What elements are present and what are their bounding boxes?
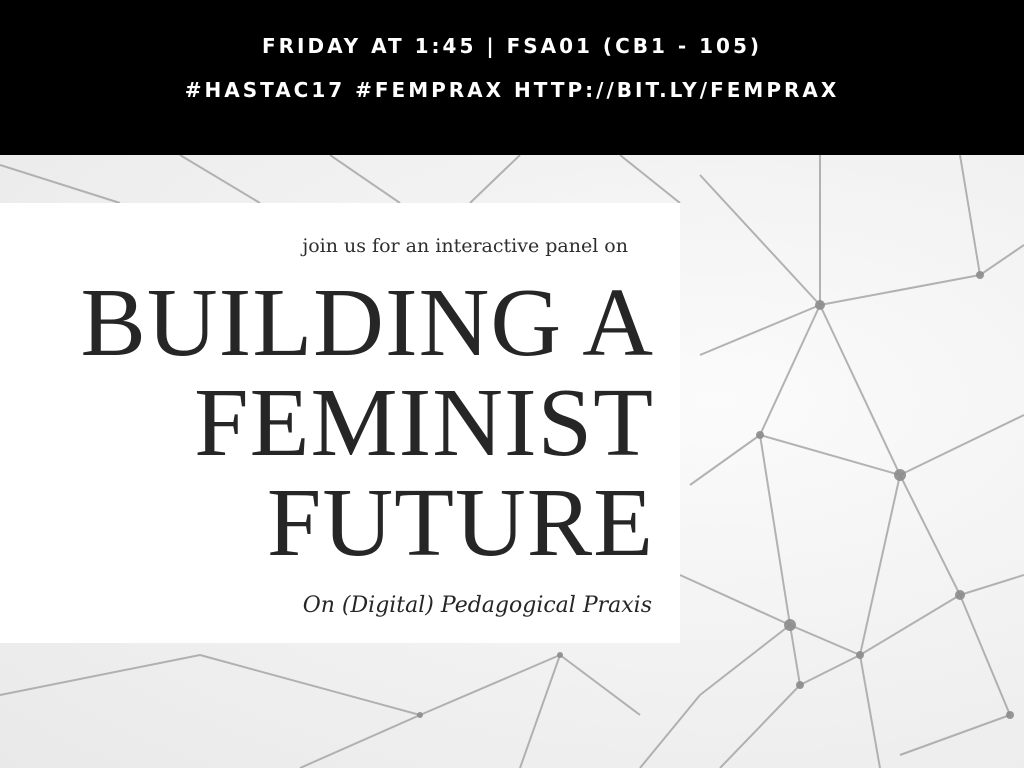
event-info-banner <box>0 0 1024 155</box>
panel-intro-text: join us for an interactive panel on <box>302 235 628 257</box>
panel-title-line: BUILDING A <box>80 269 654 377</box>
title-card <box>0 203 680 643</box>
event-hashtags-link: #HASTAC17 #FEMPRAX HTTP://BIT.LY/FEMPRAX <box>184 78 840 102</box>
event-time-location: FRIDAY AT 1:45 | FSA01 (CB1 - 105) <box>261 34 763 58</box>
panel-title-line: FUTURE <box>266 469 654 577</box>
panel-title <box>14 269 654 577</box>
panel-title-line: FEMINIST <box>194 369 654 477</box>
panel-subtitle: On (Digital) Pedagogical Praxis <box>302 593 652 618</box>
